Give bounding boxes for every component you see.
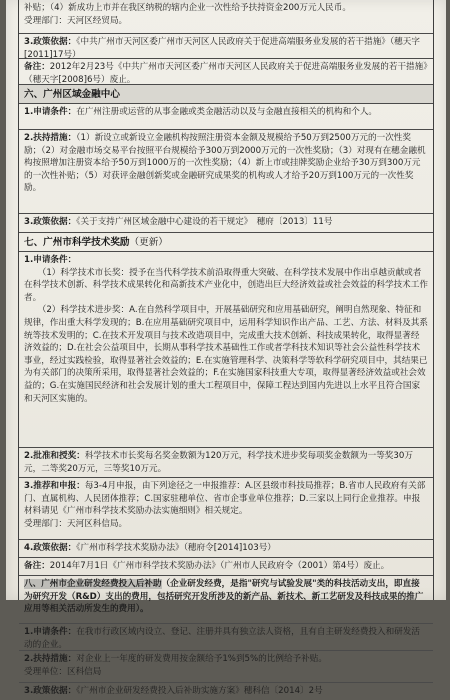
s7-remark-text: 2014年7月1日《广州市科学技术奖励办法》（广州市人民政府令（2001）第4号）废止。 — [49, 561, 390, 571]
s8-basis-text: 《广州市企业研发经费投入后补助实施方案》穗科信〔2014〕2号 — [76, 686, 323, 696]
s7-award-cell — [19, 448, 433, 478]
policy-table — [18, 0, 434, 696]
s5-basis-label: 3.政策依据： — [24, 37, 77, 47]
s6-basis-label: 3.政策依据： — [24, 217, 77, 227]
s8-heading-cell — [19, 576, 433, 624]
s7-basis-cell — [19, 540, 433, 558]
s7-basis-text: 《广州市科学技术奖励办法》（穗府令[2014]103号） — [76, 543, 276, 553]
s5-remark-text: 2012年2月23号《中共广州市天河区委广州市天河区人民政府关于促进高端服务业发展的若干措施》（穗天字[2008]6号）废止。 — [24, 62, 428, 85]
s6-apply-text: 在广州注册或运营的从事金融或类金融活动以及与金融直接相关的机构和个人。 — [76, 107, 378, 117]
s7-apply-p2: （2）科学技术进步奖：A.在自然科学项目中，开展基础研究和应用基础研究，阐明自然现象、特征和规律，作出重大科学发现的；B.在应用基础研究项目中，运用科学知识作出产品、工艺、方法、材料及其系统等技术发明的；C.在技术开发项目与技术改造项目中，完成重大技术创新、科技成果转化，取得显著经济效益的；D.在社会公益项目中，长期从事科学技术基础性工作或者学科技术知识等社会公益性科学技术事业，经过实践检验，取得显著社会效益的；E.在实施管理科学、决策科学等软科学研究项目中，其结果已为有关部门的决策所采用，取得显著社会效益的；F.在实施国家科技重大专项，取得显著经济效益或社会效益的；G.在实施国民经济和社会发展计划的重大工程项目中，保障工程达到国内先进以上水平且符合国家和天河区实施的。 — [24, 305, 428, 404]
s6-basis-cell — [19, 214, 433, 233]
s5-remark-cell — [19, 59, 433, 85]
s8-support-text: 对企业上一年度的研发费用按金额给予1%到5%的比例给予补贴。 — [76, 654, 327, 664]
s7-recommend-text: 每3-4月申报，由下列途径之一申报推荐：A.区县级市科技局推荐；B.省市人民政府有关部门、直属机构、人民团体推荐；C.国家驻穗单位、省市企事业单位推荐；D.三家以上同行企业推荐。申报材料请见《广州市科学技术奖励办法实施细则》相关规定。 — [24, 481, 426, 517]
s8-support-label: 2.扶持措施： — [24, 654, 77, 664]
s8-basis-cell — [19, 683, 433, 700]
s7-accept-unit: 受理部门：天河区科信局。 — [24, 518, 128, 529]
s5-basis-cell — [19, 34, 433, 59]
s8-apply-label: 1.申请条件： — [24, 627, 77, 637]
s6-support-label: 2.扶持措施： — [24, 133, 77, 143]
s5-remark-label: 备注： — [24, 62, 50, 72]
s8-apply-cell — [19, 624, 433, 651]
s7-award-text: 科学技术市长奖每名奖金数额为120万元，科学技术进步奖每项奖金数额为一等奖30万元，二等奖20万元，三等奖10万元。 — [24, 451, 413, 474]
s5-basis-text: 《中共广州市天河区委广州市天河区人民政府关于促进高端服务业发展的若干措施》（穗天字[2011]17号） — [24, 37, 420, 60]
s5-subsidy-text: 补贴；（4）新成功上市并在我区纳税的辖内企业一次性给予扶持资金200万元人民币。 — [24, 3, 351, 13]
s7-heading: 七、广州市科学技术奖励 — [24, 237, 130, 248]
s8-apply-text: 在我市行政区域内设立、登记、注册并具有独立法人资格，且有自主研发经费投入和研发活动的企业。 — [24, 627, 420, 650]
s6-basis-text: 《关于支持广州区域金融中心建设的若干规定》 穗府〔2013〕11号 — [76, 217, 333, 227]
s5-accept-unit: 受理部门：天河区经贸局。 — [24, 15, 128, 26]
s6-apply-label: 1.申请条件： — [24, 107, 77, 117]
s7-apply-label: 1.申请条件： — [24, 255, 77, 265]
s7-award-label: 2.批准和授奖： — [24, 451, 85, 461]
s8-heading: 八、广州市企业研发经费投入后补助 — [24, 579, 162, 589]
s7-remark-cell — [19, 558, 433, 576]
s6-support-cell — [19, 130, 433, 214]
s8-heading-text: （企业研发经费，是指"研究与试验发展"类的科技活动支出，即直接为研究开发（R&D）支出的费用，包括研究开发所涉及的新产品、新技术、新工艺研发及科技成果的推广应用等相关活动所发生的费用）。 — [24, 579, 424, 615]
s7-apply-p1: （1）科学技术市长奖：授予在当代科学技术前沿取得重大突破、在科学技术发展中作出卓越贡献或者在科学技术创新、科学技术成果转化和高新技术产业化中，创造出巨大经济效益或社会效益的科学技术工作者。 — [24, 267, 428, 303]
s7-heading-note: （更新） — [129, 237, 168, 248]
s7-recommend-cell — [19, 478, 433, 540]
s6-support-text: （1）新设立或新设立金融机构按照注册资本金额及规模给予50万到2500万元的一次性奖励；（2）对金融市场交易平台按照平台规模给予300万到2000万元的一次性奖励；（3）对现有在穗金融机构按照增加注册资本给予50万到1000万的一次性奖励；（4）新上市或挂牌奖励企业给予30万到300万元的一次性补贴；（5）对获评金融创新奖或金融研究成果奖的机构或人才给予20万到100万元的一次性奖励。 — [24, 133, 426, 194]
s8-accept-unit: 受理单位：区科信局 — [24, 666, 102, 677]
s7-remark-label: 备注： — [24, 561, 50, 571]
s6-apply-cell — [19, 104, 433, 130]
s6-heading: 六、广州区域金融中心 — [19, 85, 433, 104]
s7-basis-label: 4.政策依据： — [24, 543, 77, 553]
document-page — [6, 0, 446, 696]
s7-apply-cell — [19, 252, 433, 448]
s7-heading-cell — [19, 233, 433, 252]
s8-basis-label: 3.政策依据： — [24, 686, 77, 696]
s5-subsidy-cell — [19, 0, 433, 34]
s8-support-cell — [19, 651, 433, 683]
s7-recommend-label: 3.推荐和申报： — [24, 481, 85, 491]
